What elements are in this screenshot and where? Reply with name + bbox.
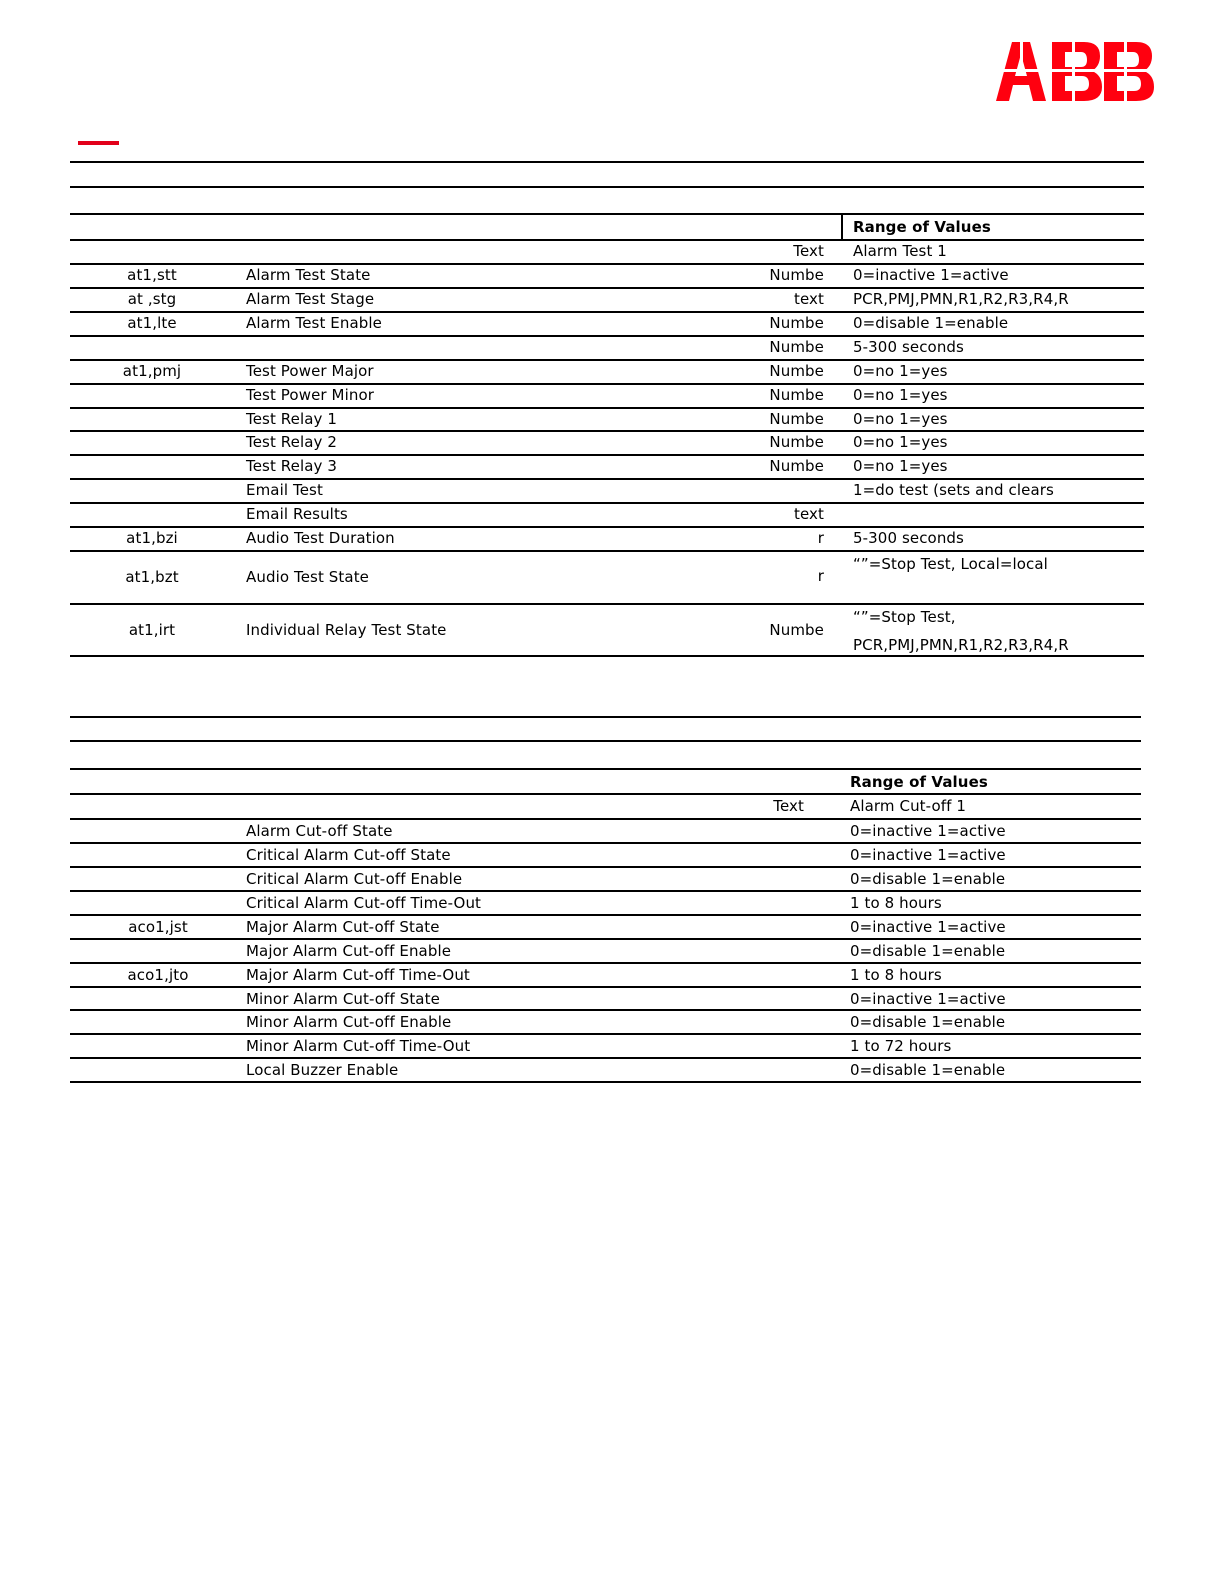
header-range-of-values: Range of Values: [853, 218, 991, 236]
row-rule: [70, 335, 1144, 337]
param-range: Alarm Cut-off 1: [850, 797, 967, 815]
param-description: Alarm Test State: [246, 266, 371, 284]
param-name: at1,irt: [128, 621, 176, 639]
param-name: at1,bzt: [125, 568, 179, 586]
param-range: PCR,PMJ,PMN,R1,R2,R3,R4,R: [853, 290, 1069, 308]
param-range: 0=inactive 1=active: [850, 822, 1006, 840]
param-description: Test Power Minor: [246, 386, 374, 404]
param-type: Numbe: [769, 266, 824, 284]
param-range-continued: PCR,PMJ,PMN,R1,R2,R3,R4,R: [853, 636, 1069, 654]
row-rule: [70, 526, 1144, 528]
param-description: Email Results: [246, 505, 348, 523]
row-rule: [70, 383, 1144, 385]
param-range: 0=disable 1=enable: [850, 1013, 1006, 1031]
row-rule: [70, 914, 1141, 916]
param-description: Critical Alarm Cut-off Enable: [246, 870, 463, 888]
param-name: at1,stt: [127, 266, 177, 284]
param-range: 5-300 seconds: [853, 338, 964, 356]
param-range: 1=do test (sets and clears: [853, 481, 1054, 499]
param-type: text: [793, 505, 824, 523]
param-type: Numbe: [769, 433, 824, 451]
param-type: Text: [773, 797, 804, 815]
param-type: Text: [793, 242, 824, 260]
param-description: Email Test: [246, 481, 323, 499]
row-rule: [70, 866, 1141, 868]
row-rule: [70, 454, 1144, 456]
param-range: “”=Stop Test, Local=local: [853, 555, 1048, 573]
param-range: 1 to 72 hours: [850, 1037, 952, 1055]
row-rule: [70, 430, 1144, 432]
row-rule: [70, 1009, 1141, 1011]
row-rule: [70, 239, 1144, 241]
table-top-rule: [70, 213, 1144, 215]
row-rule: [70, 478, 1144, 480]
section-rule: [70, 716, 1141, 718]
section-rule: [70, 740, 1141, 742]
param-description: Critical Alarm Cut-off Time-Out: [246, 894, 482, 912]
row-rule: [70, 359, 1144, 361]
param-description: Minor Alarm Cut-off State: [246, 990, 440, 1008]
param-name: aco1,jto: [127, 966, 189, 984]
param-range: 5-300 seconds: [853, 529, 964, 547]
row-rule: [70, 407, 1144, 409]
param-range: Alarm Test 1: [853, 242, 947, 260]
row-rule: [70, 1057, 1141, 1059]
row-rule: [70, 938, 1141, 940]
header-column-separator: [841, 213, 843, 240]
param-range: 0=no 1=yes: [853, 433, 948, 451]
brand-accent-bar: [78, 141, 119, 145]
param-range: 0=disable 1=enable: [850, 1061, 1006, 1079]
param-description: Audio Test Duration: [246, 529, 395, 547]
param-description: Local Buzzer Enable: [246, 1061, 399, 1079]
param-description: Minor Alarm Cut-off Enable: [246, 1013, 452, 1031]
param-name: at1,pmj: [122, 362, 182, 380]
param-description: Critical Alarm Cut-off State: [246, 846, 451, 864]
param-range: 0=no 1=yes: [853, 362, 948, 380]
param-description: Alarm Cut-off State: [246, 822, 393, 840]
param-name: at ,stg: [127, 290, 177, 308]
param-type: Numbe: [769, 362, 824, 380]
param-description: Audio Test State: [246, 568, 370, 586]
row-rule: [70, 962, 1141, 964]
param-description: Alarm Test Enable: [246, 314, 383, 332]
row-rule: [70, 502, 1144, 504]
row-rule: [70, 986, 1141, 988]
row-rule: [70, 550, 1144, 552]
row-rule: [70, 311, 1144, 313]
param-range: 0=inactive 1=active: [853, 266, 1009, 284]
param-name: at1,lte: [127, 314, 177, 332]
header-range-of-values: Range of Values: [850, 773, 988, 791]
param-description: Individual Relay Test State: [246, 621, 447, 639]
param-range: “”=Stop Test,: [853, 608, 956, 626]
param-type: r: [817, 567, 824, 585]
row-rule: [70, 793, 1141, 795]
param-name: aco1,jst: [128, 918, 188, 936]
param-range: 1 to 8 hours: [850, 966, 942, 984]
param-type: r: [817, 529, 824, 547]
abb-logo: [996, 42, 1154, 102]
row-rule: [70, 603, 1144, 605]
param-description: Test Relay 1: [246, 410, 338, 428]
row-rule: [70, 818, 1141, 820]
param-range: 0=no 1=yes: [853, 386, 948, 404]
param-type: Numbe: [769, 386, 824, 404]
param-type: Numbe: [769, 314, 824, 332]
row-rule: [70, 890, 1141, 892]
param-range: 0=inactive 1=active: [850, 990, 1006, 1008]
param-description: Test Relay 3: [246, 457, 338, 475]
row-rule: [70, 1033, 1141, 1035]
header-rule: [70, 186, 1144, 188]
param-range: 0=no 1=yes: [853, 410, 948, 428]
table-bottom-rule: [70, 1081, 1141, 1083]
param-range: 0=no 1=yes: [853, 457, 948, 475]
param-description: Alarm Test Stage: [246, 290, 375, 308]
param-description: Major Alarm Cut-off State: [246, 918, 440, 936]
row-rule: [70, 287, 1144, 289]
param-type: Numbe: [769, 621, 824, 639]
table-bottom-rule: [70, 655, 1144, 657]
param-description: Major Alarm Cut-off Enable: [246, 942, 452, 960]
param-description: Test Power Major: [246, 362, 374, 380]
param-type: Numbe: [769, 457, 824, 475]
param-description: Major Alarm Cut-off Time-Out: [246, 966, 470, 984]
param-range: 0=inactive 1=active: [850, 918, 1006, 936]
param-name: at1,bzi: [126, 529, 178, 547]
row-rule: [70, 842, 1141, 844]
table-top-rule: [70, 768, 1141, 770]
param-range: 0=disable 1=enable: [850, 870, 1006, 888]
param-description: Test Relay 2: [246, 433, 338, 451]
param-range: 1 to 8 hours: [850, 894, 942, 912]
param-description: Minor Alarm Cut-off Time-Out: [246, 1037, 471, 1055]
param-type: text: [793, 290, 824, 308]
param-range: 0=disable 1=enable: [853, 314, 1009, 332]
param-type: Numbe: [769, 410, 824, 428]
param-range: 0=inactive 1=active: [850, 846, 1006, 864]
header-rule: [70, 161, 1144, 163]
param-range: 0=disable 1=enable: [850, 942, 1006, 960]
param-type: Numbe: [769, 338, 824, 356]
row-rule: [70, 263, 1144, 265]
